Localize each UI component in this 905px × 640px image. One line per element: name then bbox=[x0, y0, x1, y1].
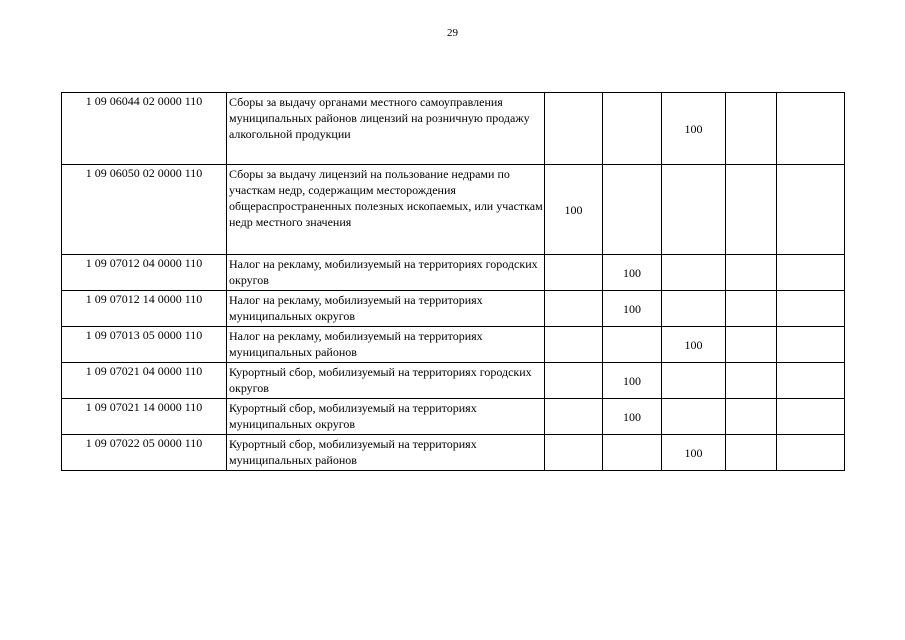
revenue-name-cell: Курортный сбор, мобилизуемый на территориях муниципальных районов bbox=[227, 435, 545, 471]
revenue-name-cell: Сборы за выдачу органами местного самоуправления муниципальных районов лицензий на розничную продажу алкогольной продукции bbox=[227, 93, 545, 165]
value-cell bbox=[726, 363, 777, 399]
value-cell bbox=[545, 435, 603, 471]
value-cell bbox=[545, 363, 603, 399]
value-cell bbox=[603, 435, 662, 471]
value-cell bbox=[777, 327, 845, 363]
value-cell: 100 bbox=[662, 93, 726, 165]
value-cell bbox=[545, 327, 603, 363]
value-cell bbox=[603, 93, 662, 165]
value-cell bbox=[726, 291, 777, 327]
revenue-name-cell: Сборы за выдачу лицензий на пользование недрами по участкам недр, содержащим месторождения общераспространенных полезных ископаемых, или участкам недр местного значения bbox=[227, 165, 545, 255]
value-cell bbox=[777, 399, 845, 435]
value-cell bbox=[726, 399, 777, 435]
value-cell: 100 bbox=[603, 291, 662, 327]
table-row bbox=[62, 255, 845, 291]
budget-code-cell: 1 09 07013 05 0000 110 bbox=[62, 327, 227, 363]
page-number: 29 bbox=[447, 27, 458, 39]
value-cell bbox=[777, 363, 845, 399]
table-row bbox=[62, 165, 845, 255]
value-cell bbox=[726, 165, 777, 255]
value-cell bbox=[777, 255, 845, 291]
value-cell bbox=[603, 165, 662, 255]
value-cell bbox=[545, 255, 603, 291]
value-cell bbox=[662, 255, 726, 291]
value-cell bbox=[726, 255, 777, 291]
budget-code-cell: 1 09 07021 14 0000 110 bbox=[62, 399, 227, 435]
budget-code-cell: 1 09 07022 05 0000 110 bbox=[62, 435, 227, 471]
revenue-distribution-table bbox=[61, 92, 845, 471]
budget-code-cell: 1 09 07012 14 0000 110 bbox=[62, 291, 227, 327]
value-cell: 100 bbox=[603, 255, 662, 291]
table-row bbox=[62, 93, 845, 165]
value-cell bbox=[662, 363, 726, 399]
value-cell bbox=[777, 291, 845, 327]
value-cell bbox=[777, 165, 845, 255]
revenue-name-cell: Налог на рекламу, мобилизуемый на территориях муниципальных округов bbox=[227, 291, 545, 327]
revenue-name-cell: Налог на рекламу, мобилизуемый на территориях городских округов bbox=[227, 255, 545, 291]
revenue-name-cell: Курортный сбор, мобилизуемый на территориях городских округов bbox=[227, 363, 545, 399]
value-cell bbox=[545, 291, 603, 327]
budget-code-cell: 1 09 06044 02 0000 110 bbox=[62, 93, 227, 165]
budget-code-cell: 1 09 06050 02 0000 110 bbox=[62, 165, 227, 255]
value-cell: 100 bbox=[662, 435, 726, 471]
value-cell: 100 bbox=[545, 165, 603, 255]
value-cell bbox=[662, 399, 726, 435]
table-row bbox=[62, 327, 845, 363]
value-cell bbox=[777, 435, 845, 471]
value-cell bbox=[726, 327, 777, 363]
revenue-name-cell: Курортный сбор, мобилизуемый на территориях муниципальных округов bbox=[227, 399, 545, 435]
table-row bbox=[62, 435, 845, 471]
table-row bbox=[62, 363, 845, 399]
value-cell bbox=[726, 93, 777, 165]
value-cell bbox=[603, 327, 662, 363]
budget-code-cell: 1 09 07012 04 0000 110 bbox=[62, 255, 227, 291]
value-cell bbox=[662, 291, 726, 327]
budget-code-cell: 1 09 07021 04 0000 110 bbox=[62, 363, 227, 399]
value-cell bbox=[545, 93, 603, 165]
value-cell bbox=[662, 165, 726, 255]
table-row bbox=[62, 399, 845, 435]
value-cell: 100 bbox=[603, 363, 662, 399]
value-cell: 100 bbox=[662, 327, 726, 363]
value-cell: 100 bbox=[603, 399, 662, 435]
value-cell bbox=[726, 435, 777, 471]
table-row bbox=[62, 291, 845, 327]
value-cell bbox=[545, 399, 603, 435]
value-cell bbox=[777, 93, 845, 165]
revenue-name-cell: Налог на рекламу, мобилизуемый на территориях муниципальных районов bbox=[227, 327, 545, 363]
